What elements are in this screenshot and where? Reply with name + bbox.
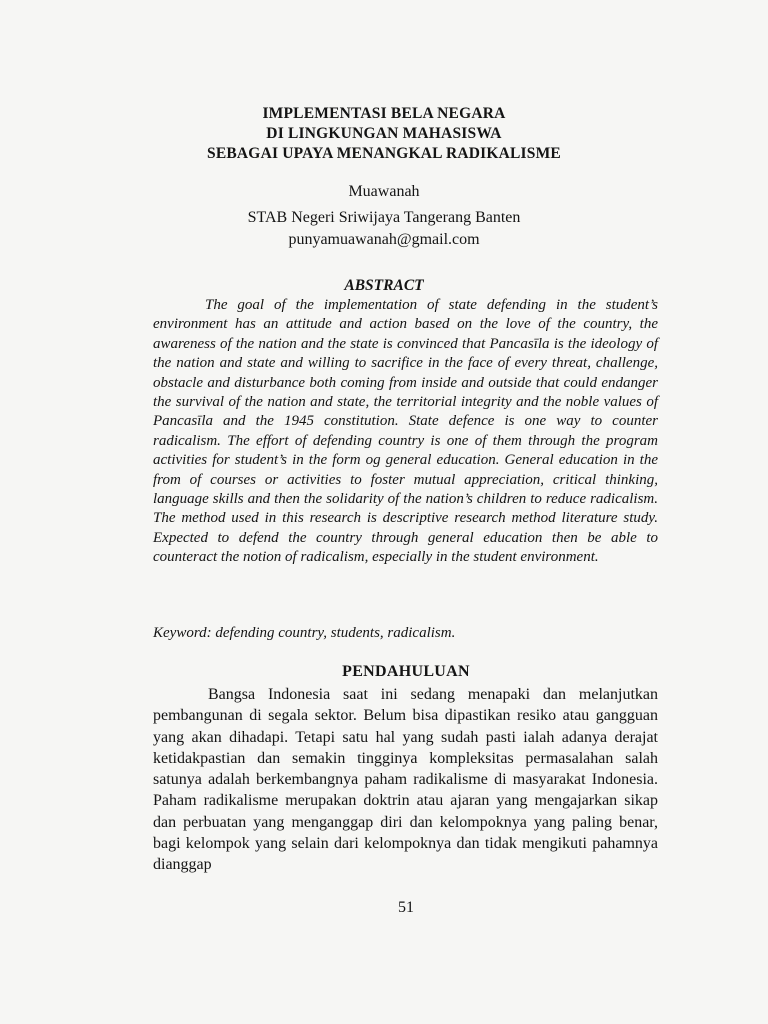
abstract-heading: ABSTRACT [344,277,424,294]
page-number: 51 [398,899,414,916]
author-affiliation: STAB Negeri Sriwijaya Tangerang Banten [247,209,521,226]
section-heading: PENDAHULUAN [342,663,470,680]
title-line-3: SEBAGAI UPAYA MENANGKAL RADIKALISME [207,145,561,162]
author-email: punyamuawanah@gmail.com [288,231,480,248]
author-block [0,181,768,251]
title-line-2: DI LINGKUNGAN MAHASISWA [266,125,502,142]
author-name: Muawanah [348,183,420,200]
body-paragraph: Bangsa Indonesia saat ini sedang menapaki dan melanjutkan pembangunan di segala sektor. Belum bisa dipastikan resiko atau gangguan yang akan dihadapi. Tetapi satu hal yang sudah pasti ialah adanya derajat ketidakpastian dan semakin tingginya kompleksitas permasalahan salah satunya adalah berkembangnya paham radikalisme di masyarakat Indonesia. Paham radikalisme merupakan doktrin atau ajaran yang mengajarkan sikap dan perbuatan yang menganggap diri dan kelompoknya yang paling benar, bagi kelompok yang selain dari kelompoknya dan tidak mengikuti pahamnya dianggap [153,686,658,874]
title-line-1: IMPLEMENTASI BELA NEGARA [262,105,506,122]
paper-title [0,104,768,164]
keywords: Keyword: defending country, students, radicalism. [153,625,456,641]
abstract-text: The goal of the implementation of state defending in the student’s environment has an attitude and action based on the love of the country, the awareness of the nation and the state is convinced that Pancasīla is the ideology of the nation and state and willing to sacrifice in the face of every threat, challenge, obstacle and disturbance both coming from inside and outside that could endanger the survival of the nation and state, the territorial integrity and the noble values of Pancasīla and the 1945 constitution. State defence is one way to counter radicalism. The effort of defending country is one of them through the program activities for student’s in the form og general education. General education in the from of courses or activities to foster mutual appreciation, critical thinking, language skills and then the solidarity of the nation’s children to reduce radicalism. The method used in this research is descriptive research method literature study. Expected to defend the country through general education then be able to counteract the notion of radicalism, especially in the student environment. [153,297,658,566]
